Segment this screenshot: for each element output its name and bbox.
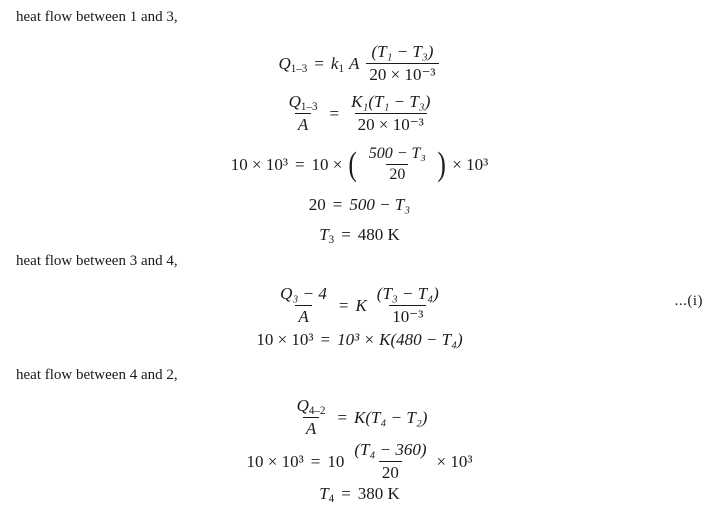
equation-1 <box>0 42 719 84</box>
eq9-fraction <box>351 440 429 482</box>
eq2-rhs-denominator: 20 × 10⁻³ <box>355 113 427 135</box>
section-heading-1: heat flow between 1 and 3, <box>16 9 178 25</box>
eq2-lhs-numerator: $Q_{1-3}$ <box>288 92 318 114</box>
eq5-equals: = <box>341 225 351 244</box>
eq9-lhs: 10 × 10³ <box>246 451 304 471</box>
eq3-paren-close: ) <box>437 146 446 184</box>
eq1-coef: $k_1$ <box>330 53 344 75</box>
eq5-lhs-sub: 3 <box>328 234 335 247</box>
equation-2 <box>0 92 719 134</box>
eq9-rhs-suffix: × 10³ <box>436 451 473 471</box>
eq3-equals: = <box>294 155 305 175</box>
eq9-rhs-prefix: 10 <box>327 451 345 471</box>
eq1-lhs: $Q_{1-3}$ <box>278 53 308 75</box>
eq5-lhs: $T_3$ <box>319 225 335 247</box>
equation-5 <box>0 225 719 247</box>
eq8-lhs-fraction <box>294 396 329 438</box>
eq6-lhs-denominator: A <box>295 305 311 327</box>
section-heading-2: heat flow between 3 and 4, <box>16 253 178 269</box>
eq2-rhs-fraction <box>348 92 433 134</box>
eq6-rhs-numerator: (T₃ − T₄) <box>376 284 439 303</box>
eq7-equals: = <box>320 330 331 349</box>
equation-4 <box>0 196 719 213</box>
eq9-numerator: (T₄ − 360) <box>354 440 427 459</box>
eq6-rhs-fraction <box>374 284 442 326</box>
eq1-area: A <box>348 53 360 73</box>
eq3-denominator: 20 <box>386 164 408 184</box>
eq1-lhs-sub: 1–3 <box>290 62 308 75</box>
equation-8 <box>0 396 719 438</box>
eq9-denominator: 20 <box>379 461 402 483</box>
eq7-lhs: 10 × 10³ <box>256 330 314 349</box>
eq10-rhs: 380 K <box>357 484 400 503</box>
eq10-equals: = <box>341 484 351 503</box>
eq7-rhs: 10³ × K(480 − T₄) <box>337 330 463 349</box>
eq2-rhs-numerator: K₁(T₁ − T₃) <box>351 92 431 111</box>
eq8-rhs: K(T₄ − T₂) <box>354 407 428 427</box>
section-heading-3: heat flow between 4 and 2, <box>16 367 178 383</box>
eq3-fraction <box>366 145 429 185</box>
eq10-lhs: $T_4$ <box>319 484 335 505</box>
eq6-equals: = <box>338 295 349 315</box>
eq2-equals: = <box>329 103 340 123</box>
eq8-lhs-numerator: $Q_{4-2}$ <box>296 396 326 418</box>
equation-6 <box>0 284 719 326</box>
eq2-lhs-fraction <box>286 92 321 134</box>
equation-tag <box>675 293 703 310</box>
eq6-coef: K <box>355 295 367 315</box>
eq8-lhs-denominator: A <box>303 417 319 439</box>
eq4-lhs: 20 <box>308 195 326 214</box>
equation-7 <box>0 331 719 348</box>
eq9-equals: = <box>310 451 321 471</box>
equation-3 <box>0 145 719 185</box>
equation-10 <box>0 484 719 505</box>
eq2-lhs-denominator: A <box>295 113 311 135</box>
equation-tag-label: ...(i) <box>674 293 703 309</box>
eq1-fraction <box>366 42 438 84</box>
eq5-rhs: 480 K <box>357 225 400 244</box>
eq6-lhs-fraction <box>277 284 330 326</box>
eq8-equals: = <box>337 407 348 427</box>
eq4-rhs: 500 − T₃ <box>349 195 411 214</box>
eq6-lhs-numerator: Q₃ − 4 <box>280 284 327 303</box>
eq3-paren-open: ( <box>348 146 358 184</box>
eq3-lhs: 10 × 10³ <box>230 155 288 175</box>
eq10-lhs-sub: 4 <box>328 493 335 505</box>
eq4-equals: = <box>332 195 343 214</box>
eq1-numerator: (T₁ − T₃) <box>371 42 434 61</box>
eq6-rhs-denominator: 10⁻³ <box>389 305 426 327</box>
eq8-lhs-sub: 4–2 <box>308 405 326 418</box>
eq2-lhs-sub: 1–3 <box>300 101 318 114</box>
eq3-numerator: 500 − T₃ <box>368 145 426 162</box>
eq3-rhs-suffix: × 10³ <box>452 155 489 175</box>
equation-9 <box>0 440 719 482</box>
eq1-coef-sub: 1 <box>338 62 344 75</box>
eq3-rhs-prefix: 10 × <box>311 155 343 175</box>
eq1-denominator: 20 × 10⁻³ <box>366 63 438 85</box>
eq1-equals: = <box>314 53 324 73</box>
